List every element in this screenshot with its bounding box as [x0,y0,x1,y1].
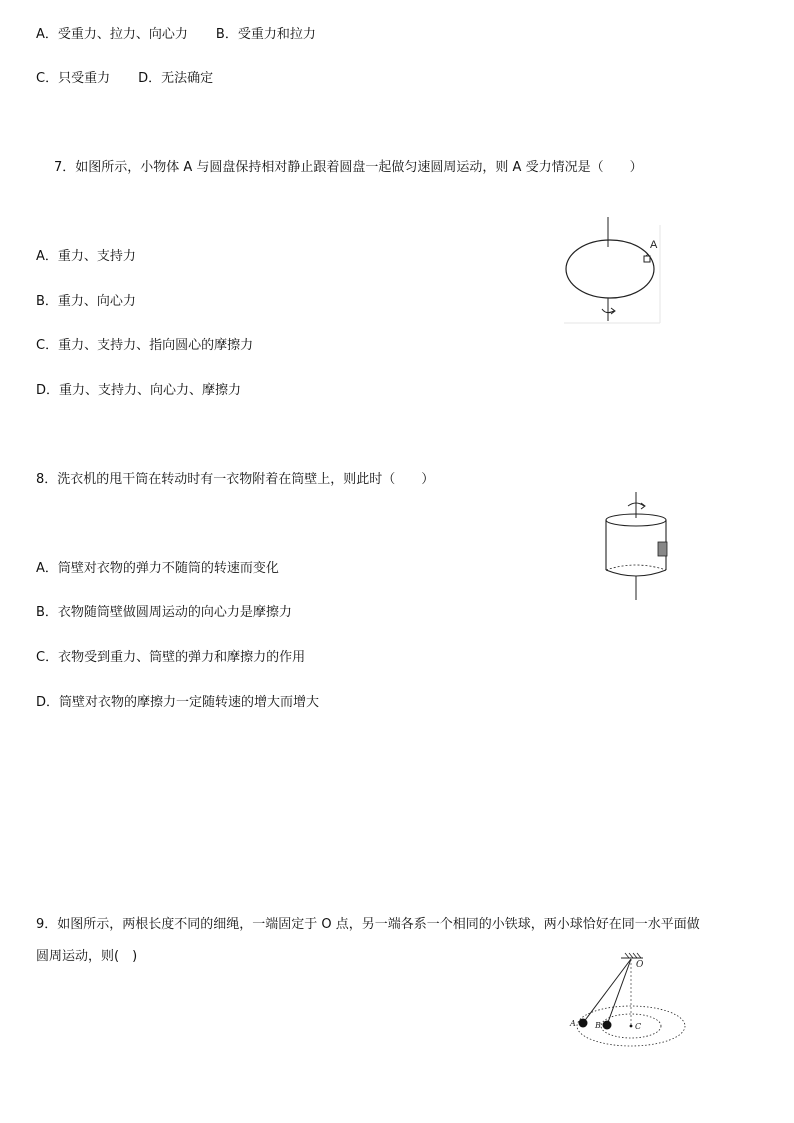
q9-stem-line-1: 9．如图所示，两根长度不同的细绳，一端固定于 O 点，另一端各系一个相同的小铁球，两小球恰好在同一水平面做 [36,917,700,932]
q6-option-row-2 [36,70,213,88]
q7-option-d: D．重力、支持力、向心力、摩擦力 [36,383,242,398]
q7-disk-figure [562,215,662,325]
q6-option-b: B．受重力和拉力 [215,27,316,42]
q8-option-a: A．筒壁对衣物的弹力不随筒的转速而变化 [36,561,279,576]
q6-option-d: D．无法确定 [138,71,214,86]
q8-option-d: D．筒壁对衣物的摩擦力一定随转速的增大而增大 [36,695,320,710]
q7-figure-label-a: A [650,239,658,251]
q7-option-c: C．重力、支持力、指向圆心的摩擦力 [36,338,254,353]
q8-drum-figure [600,490,680,602]
q7-option-a: A．重力、支持力 [36,249,136,264]
q6-option-a: A．受重力、拉力、向心力 [36,27,188,42]
q9-label-o: O [636,960,644,970]
q8-option-b: B．衣物随筒壁做圆周运动的向心力是摩擦力 [36,605,292,620]
q9-label-a: A [570,1019,576,1028]
q6-option-row-1 [36,26,316,44]
q7-option-b: B．重力、向心力 [36,294,136,309]
q9-stem-line-2: 圆周运动，则( ) [36,949,138,964]
q8-stem: 8．洗衣机的甩干筒在转动时有一衣物附着在筒壁上，则此时（ ） [36,472,435,487]
q7-stem: 7．如图所示，小物体 A 与圆盘保持相对静止跟着圆盘一起做匀速圆周运动，则 A 受力情况是（ ） [54,160,643,175]
q9-label-b: B [595,1021,601,1030]
q9-pendulum-figure [563,950,693,1052]
q6-option-c: C．只受重力 [36,71,111,86]
q9-label-c: C [635,1022,642,1031]
q8-option-c: C．衣物受到重力、筒壁的弹力和摩擦力的作用 [36,650,306,665]
